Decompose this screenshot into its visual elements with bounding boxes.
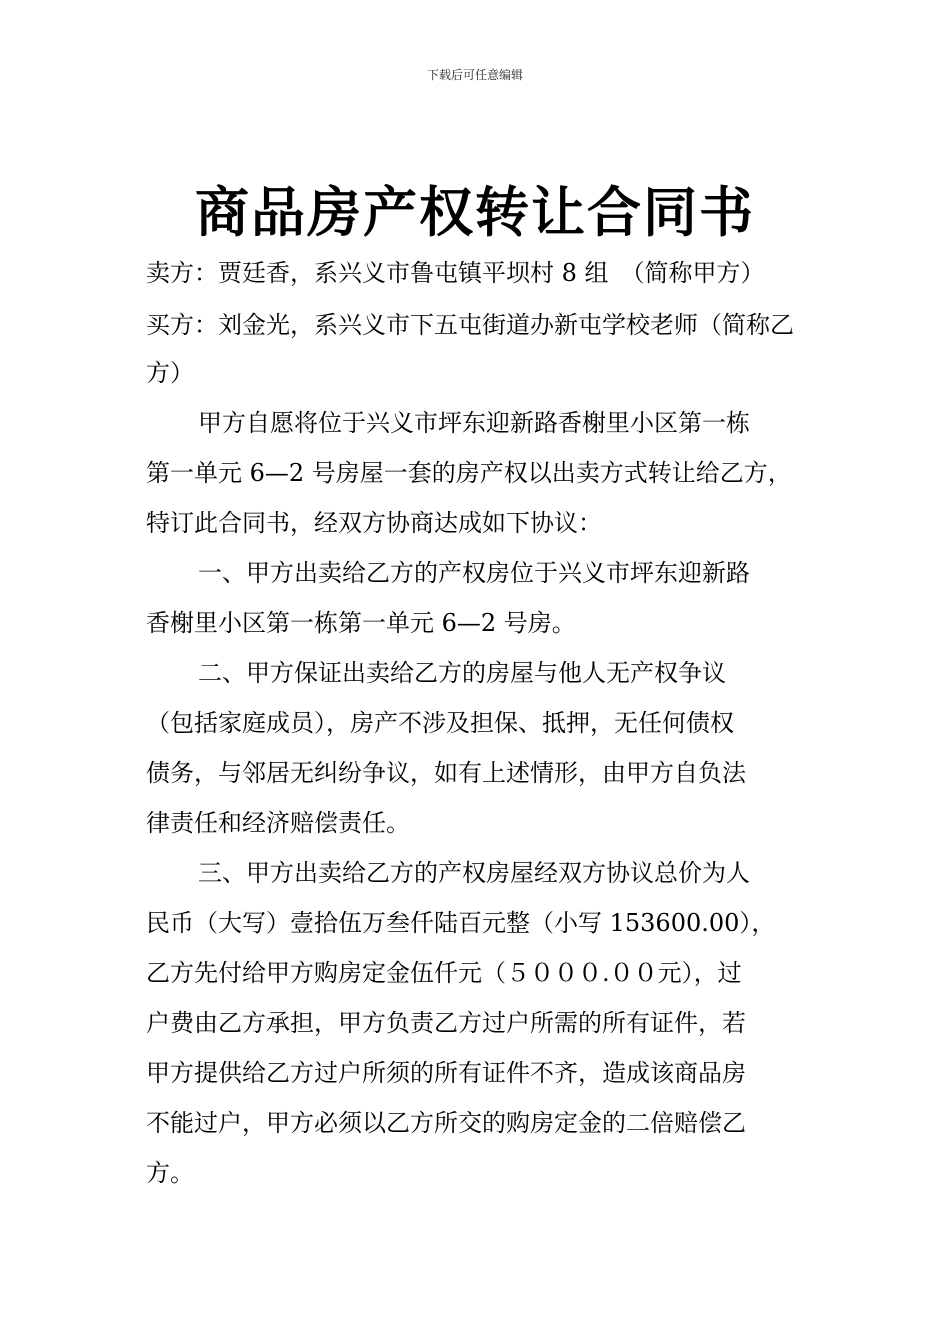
clause-3-line: 三、甲方出卖给乙方的产权房屋经双方协议总价为人	[198, 859, 750, 887]
document-title: 商品房产权转让合同书	[195, 180, 755, 244]
clause-3-line: 民币（大写）壹拾伍万叁仟陆百元整（小写 153600.00），	[146, 909, 776, 937]
intro-line: 第一单元 6—2 号房屋一套的房产权以出卖方式转让给乙方，	[146, 459, 792, 487]
clause-2-line: 律责任和经济赔偿责任。	[146, 809, 410, 837]
clause-3-line: 乙方先付给甲方购房定金伍仟元（５０００.００元），过	[146, 959, 742, 987]
header-note: 下载后可任意编辑	[426, 68, 523, 82]
clause-3-line: 甲方提供给乙方过户所须的所有证件不齐，造成该商品房	[146, 1059, 746, 1087]
clause-3-line: 不能过户，甲方必须以乙方所交的购房定金的二倍赔偿乙	[146, 1109, 746, 1137]
intro-line: 甲方自愿将位于兴义市坪东迎新路香榭里小区第一栋	[198, 409, 750, 437]
buyer-line: 买方：刘金光，系兴义市下五屯街道办新屯学校老师（简称乙	[146, 311, 794, 339]
clause-3-line: 户费由乙方承担，甲方负责乙方过户所需的所有证件，若	[146, 1009, 746, 1037]
clause-3-line: 方。	[146, 1159, 194, 1187]
buyer-line-cont: 方）	[146, 359, 194, 387]
seller-line: 卖方：贾廷香，系兴义市鲁屯镇平坝村 8 组 （简称甲方）	[146, 259, 765, 287]
clause-1-line: 一、甲方出卖给乙方的产权房位于兴义市坪东迎新路	[198, 559, 750, 587]
clause-1-line: 香榭里小区第一栋第一单元 6—2 号房。	[146, 609, 576, 637]
clause-2-line: 债务，与邻居无纠纷争议，如有上述情形，由甲方自负法	[146, 759, 746, 787]
clause-2-line: （包括家庭成员），房产不涉及担保、抵押，无任何债权	[146, 709, 734, 737]
clause-2-line: 二、甲方保证出卖给乙方的房屋与他人无产权争议	[198, 659, 726, 687]
intro-line: 特订此合同书，经双方协商达成如下协议：	[146, 509, 602, 537]
